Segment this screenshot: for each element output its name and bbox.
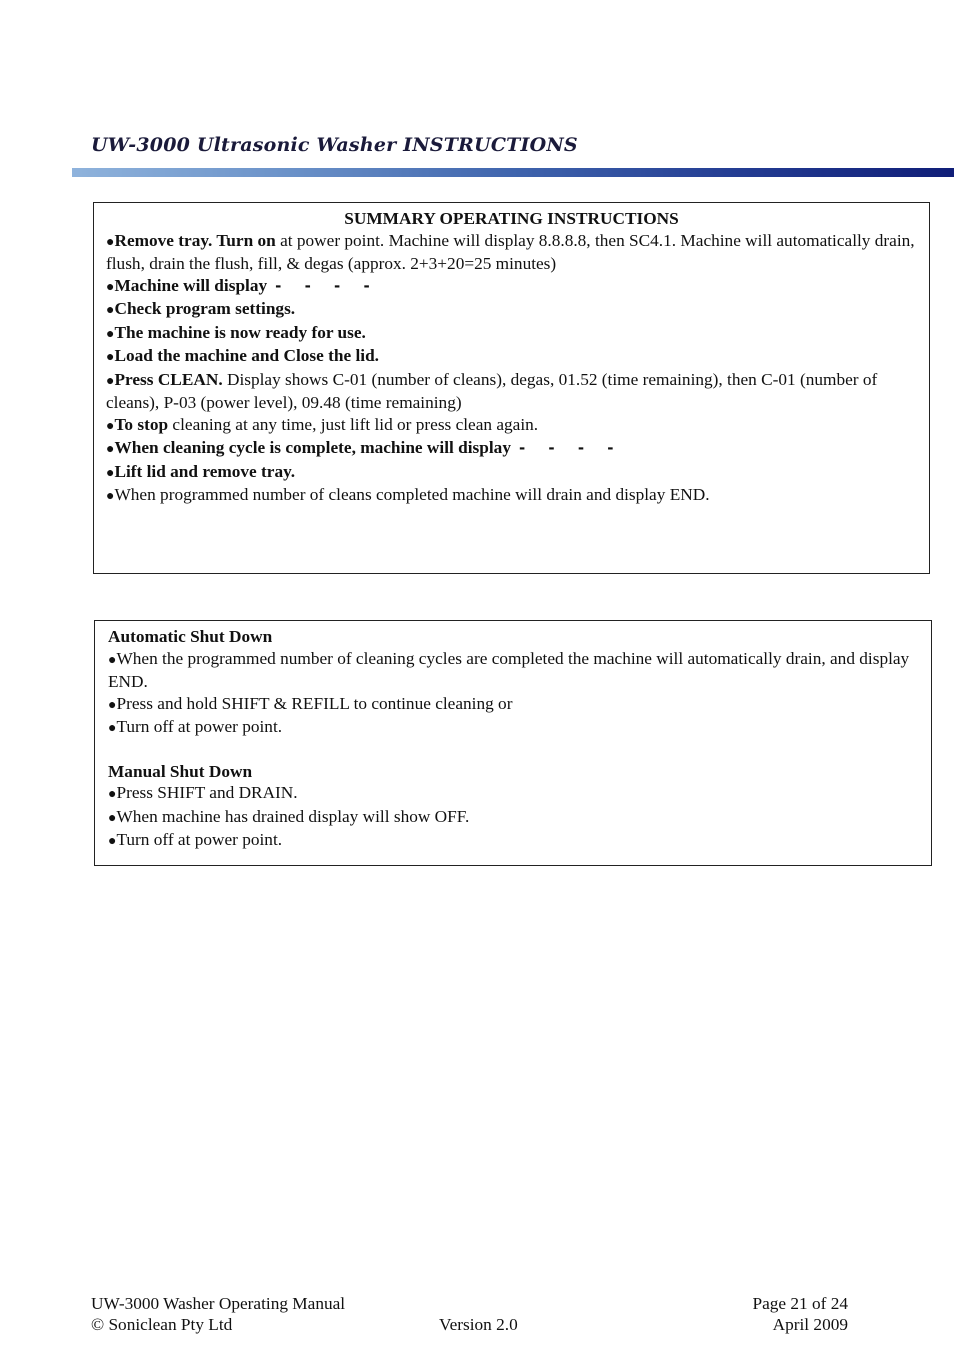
manual-shutdown-item-1-text: Press SHIFT and DRAIN. (116, 783, 298, 802)
bullet-icon: ● (108, 810, 117, 826)
summary-item-7 (106, 414, 917, 438)
summary-item-10 (106, 484, 917, 508)
summary-item-5-bold: Load the machine and Close the lid. (114, 346, 379, 365)
summary-item-1-bold: Remove tray. Turn on (114, 230, 276, 250)
auto-shutdown-item-3-text: Turn off at power point. (116, 717, 283, 736)
summary-item-7-bold: To stop (114, 414, 169, 434)
summary-item-7-text: cleaning at any time, just lift lid or press clean again. (168, 414, 539, 434)
bullet-icon: ● (108, 652, 117, 668)
footer-version: Version 2.0 (439, 1315, 518, 1334)
summary-item-6-text: Display shows C-01 (number of cleans), degas, 01.52 (time remaining), then C-01 (number of cleans), P-03 (power level), 09.48 (time remaining) (106, 369, 878, 412)
bullet-icon: ● (106, 418, 115, 434)
manual-shutdown-heading: Manual Shut Down (108, 761, 253, 781)
footer-page-number: Page 21 of 24 (752, 1294, 848, 1313)
summary-item-1 (106, 230, 917, 275)
shutdown-box (94, 620, 932, 866)
bullet-icon: ● (106, 373, 115, 389)
bullet-icon: ● (106, 234, 115, 250)
summary-item-10-text: When programmed number of cleans completed machine will drain and display END. (114, 485, 710, 504)
summary-item-4 (106, 322, 917, 346)
summary-item-5 (106, 345, 917, 369)
auto-shutdown-heading: Automatic Shut Down (108, 627, 273, 646)
summary-instructions-box (93, 202, 930, 574)
summary-item-9-bold: Lift lid and remove tray. (114, 461, 296, 481)
summary-item-1-text: at power point. Machine will display 8.8.8.8, then SC4.1. Machine will automatically drain, flush, drain the flush, fill, & degas (approx. 2+3+20=25 minutes) (106, 230, 915, 273)
display-dashes: - - - - (518, 439, 623, 457)
summary-item-2-bold: Machine will display (114, 275, 268, 295)
bullet-icon: ● (106, 303, 115, 318)
bullet-icon: ● (106, 442, 115, 457)
header-divider-bar (72, 168, 954, 177)
manual-shutdown-item-3 (108, 829, 919, 853)
summary-item-8-bold: When cleaning cycle is complete, machine will display (114, 438, 511, 457)
auto-shutdown-item-2-text: Press and hold SHIFT & REFILL to continue cleaning or (116, 693, 513, 713)
manual-shutdown-item-3-text: Turn off at power point. (116, 830, 283, 849)
footer-copyright: © Soniclean Pty Ltd (91, 1315, 233, 1334)
manual-shutdown-item-1 (108, 782, 919, 806)
bullet-icon: ● (106, 489, 115, 504)
summary-item-3 (106, 298, 917, 322)
summary-item-3-bold: Check program settings. (114, 299, 296, 318)
manual-shutdown-item-2-text: When machine has drained display will show OFF. (116, 806, 470, 826)
bullet-icon: ● (106, 279, 115, 295)
summary-item-6 (106, 369, 917, 414)
manual-shutdown-item-2 (108, 806, 919, 830)
bullet-icon: ● (108, 697, 117, 713)
bullet-icon: ● (108, 834, 117, 849)
footer-manual-title: UW-3000 Washer Operating Manual (91, 1294, 346, 1313)
bullet-icon: ● (108, 721, 117, 736)
summary-item-4-bold: The machine is now ready for use. (114, 322, 366, 342)
summary-item-2 (106, 275, 917, 299)
footer-date: April 2009 (772, 1315, 848, 1334)
display-dashes: - - - - (275, 276, 379, 295)
bullet-icon: ● (106, 350, 115, 365)
bullet-icon: ● (106, 465, 115, 481)
document-header-title: UW-3000 Ultrasonic Washer INSTRUCTIONS (91, 134, 578, 156)
summary-heading: SUMMARY OPERATING INSTRUCTIONS (344, 209, 679, 228)
bullet-icon: ● (106, 326, 115, 342)
auto-shutdown-item-3 (108, 716, 919, 740)
auto-shutdown-item-1 (108, 648, 919, 693)
summary-item-9 (106, 461, 917, 485)
summary-item-8 (106, 437, 917, 461)
auto-shutdown-item-2 (108, 693, 919, 717)
bullet-icon: ● (108, 787, 117, 802)
summary-item-6-bold: Press CLEAN. (114, 369, 223, 389)
auto-shutdown-item-1-text: When the programmed number of cleaning cycles are completed the machine will automatically drain, and display END. (108, 648, 910, 691)
